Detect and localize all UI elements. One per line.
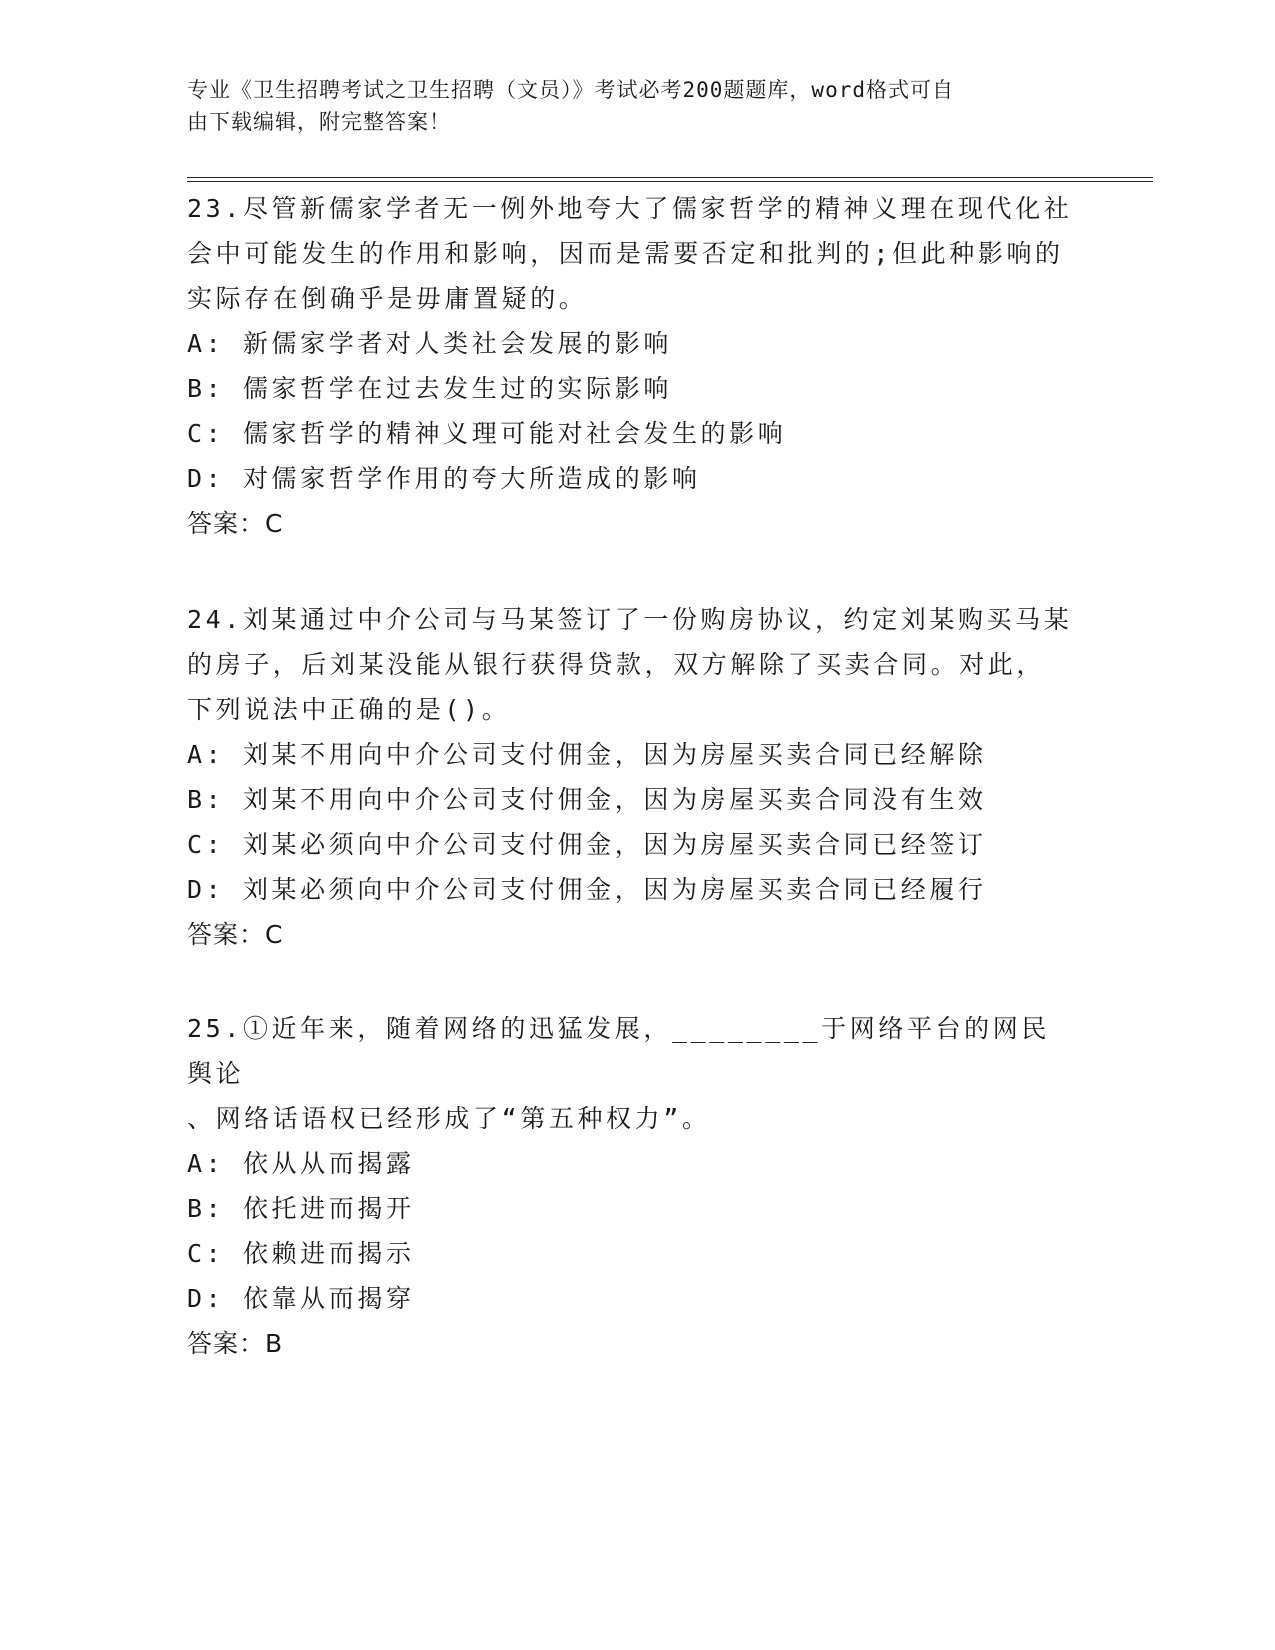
header-line: 专业《卫生招聘考试之卫生招聘（文员）》考试必考200题题库，word格式可自	[187, 78, 954, 102]
question-stem	[187, 1006, 1077, 1141]
option-a: A: 刘某不用向中介公司支付佣金，因为房屋买卖合同已经解除	[187, 740, 987, 769]
question-stem	[187, 186, 1077, 321]
stem-line: 、网络话语权已经形成了“第五种权力”。	[187, 1104, 711, 1133]
header-divider	[187, 177, 1153, 178]
option-d: D: 依靠从而揭穿	[187, 1284, 415, 1313]
option-c: C: 儒家哲学的精神义理可能对社会发生的影响	[187, 419, 787, 448]
stem-line: 24.刘某通过中介公司与马某签订了一份购房协议，约定刘某购买马某	[187, 605, 1073, 634]
stem-line: 下列说法中正确的是()。	[187, 695, 511, 724]
stem-line: 会中可能发生的作用和影响，因而是需要否定和批判的;但此种影响的	[187, 239, 1064, 268]
stem-line: 实际存在倒确乎是毋庸置疑的。	[187, 284, 588, 313]
option-b: B: 刘某不用向中介公司支付佣金，因为房屋买卖合同没有生效	[187, 785, 987, 814]
option-a: A: 新儒家学者对人类社会发展的影响	[187, 329, 672, 358]
question-23	[187, 186, 1077, 546]
question-24	[187, 597, 1077, 957]
option-c: C: 刘某必须向中介公司支付佣金，因为房屋买卖合同已经签订	[187, 830, 987, 859]
document-header	[187, 74, 1057, 138]
option-d: D: 对儒家哲学作用的夸大所造成的影响	[187, 464, 701, 493]
stem-line: 23.尽管新儒家学者无一例外地夸大了儒家哲学的精神义理在现代化社	[187, 194, 1073, 223]
option-b: B: 儒家哲学在过去发生过的实际影响	[187, 374, 672, 403]
question-25	[187, 1006, 1077, 1366]
option-b: B: 依托进而揭开	[187, 1194, 415, 1223]
answer-line: 答案：B	[187, 1329, 284, 1358]
answer-line: 答案：C	[187, 509, 284, 538]
header-divider	[187, 181, 1153, 182]
stem-line: 25.①近年来，随着网络的迅猛发展，________于网络平台的网民舆论	[187, 1014, 1050, 1088]
option-c: C: 依赖进而揭示	[187, 1239, 415, 1268]
option-d: D: 刘某必须向中介公司支付佣金，因为房屋买卖合同已经履行	[187, 875, 987, 904]
option-a: A: 依从从而揭露	[187, 1149, 415, 1178]
question-stem	[187, 597, 1077, 732]
answer-line: 答案：C	[187, 920, 284, 949]
stem-line: 的房子，后刘某没能从银行获得贷款，双方解除了买卖合同。对此，	[187, 650, 1046, 679]
header-line: 由下载编辑，附完整答案！	[187, 110, 451, 134]
